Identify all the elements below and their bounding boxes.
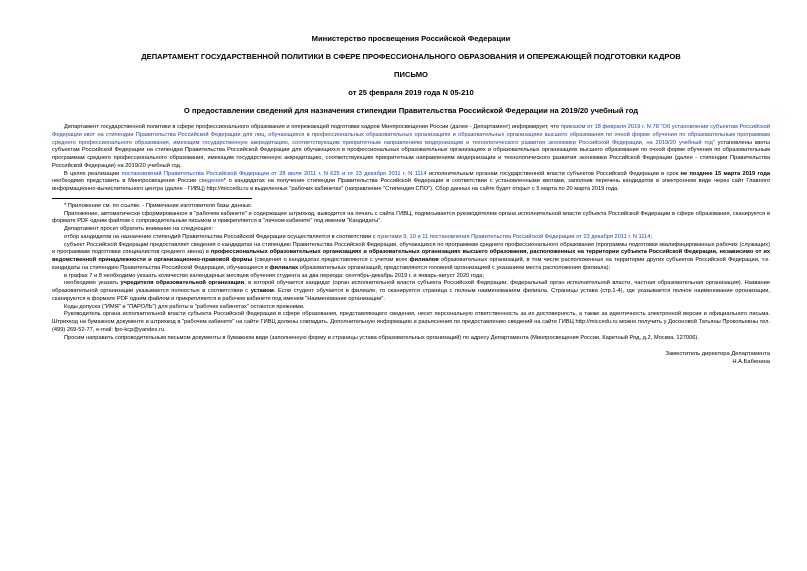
signatory-position: Заместитель директора Департамента	[665, 351, 770, 358]
date-number: от 25 февраля 2019 года N 05-210	[348, 88, 474, 97]
subject-title: О предоставлении сведений для назначения стипендии Правительства Российской Федерации на 2019/20 учебный год	[183, 106, 639, 115]
deadline-date: не позднее 15 марта 2019 года	[680, 170, 771, 177]
paragraph-mailing: Просим направить сопроводительным письмом документы в бумажном виде (заполненную форму и страницы устава образовательных организаций) по адресу Департамента (Минпросвещения России, Каретный Ряд, д.2, Москва, 127006).	[64, 334, 699, 341]
paragraph-deadline: В целях реализации постановлений Правительства Российской Федерации от 28 июля 2011 г. N 625 и от 23 декабря 2011 г. N 1114 исполнительным органам государственной власти субъектов Российской Федерации в срок не позднее 15 марта 2019 года необходимо представить в Минпросвещения России сведения* о кандидатах на получение стипендии Правительства Российской Федерации в соответствии с установленными квотами, заполнив перечень кандидатов в электронном виде через сайт Главного информационно-вычислительного центра (далее - ГИВЦ) http://miccedu.ru в выделенных "рабочих кабинетах" (направление "Стипендия СПО"). Сбор данных на сайте будет открыт с 5 марта по 20 марта 2019 года.	[52, 170, 771, 192]
paragraph-founder: необходимо указать учредителя образовательной организации, в которой обучается кандидат (орган исполнительной власти субъекта Российской Федерации, федеральный орган исполнительной власти, частная образовательная организация). Название образовательной организации указывается полностью в соответствии с уставом. Если студент обучается в филиале, то сканируется страница с полным наименованием филиала. Страницы устава (стр.1-4), где указывается полное наименование организации, сканируются в формате PDF одним файлом и прикрепляются в рабочем кабинете под именем "Наименование организации".	[52, 280, 771, 302]
signatory-name: Н.А.Бабенина	[732, 359, 770, 366]
letter-document	[52, 34, 770, 366]
paragraph-selection: отбор кандидатов на назначение стипендий Правительства Российской Федерации осуществляется в соответствии с пунктами 9, 10 и 11 постановления Правительства Российской Федерации от 23 декабря 2011 г. N 1114;	[64, 233, 652, 240]
department-title: ДЕПАРТАМЕНТ ГОСУДАРСТВЕННОЙ ПОЛИТИКИ В СФЕРЕ ПРОФЕССИОНАЛЬНОГО ОБРАЗОВАНИЯ И ОПЕРЕЖАЮЩЕЙ ПОДГОТОВКИ КАДРОВ	[141, 52, 681, 61]
signature-block	[52, 350, 770, 366]
clauses-link[interactable]: пунктами 9, 10 и 11 постановления Правительства Российской Федерации от 23 декабря 2011 г. N 1114	[377, 233, 651, 240]
footnote-separator	[52, 198, 252, 199]
footnote: * Приложение см. по ссылке. - Примечание изготовителя базы данных.	[64, 202, 253, 209]
paragraph-responsibility: Руководитель органа исполнительной власти субъекта Российской Федерации в сфере образования, представляющего сведения, несет персональную ответственность за их достоверность, а также за идентичность электронной версии и официального письма. Штрихкод на бумажном документе и штрихкод в "рабочем кабинете" на сайте ГИВЦ должны совпадать. Дополнительную информацию и разъяснения по предоставлению сведений на сайте ГИВЦ http://miccedu.ru можно получить у Досоновой Татьяны Прокопьевны тел. (499) 269-52-77, e-mail: fpo-kcp@yandex.ru.	[52, 311, 770, 333]
paragraph-candidates: субъект Российской Федерации предоставляет сведения о кандидатах на стипендию Правительства Российской Федерации, обучающихся по программам среднего профессионального образования (программы подготовки квалифицированных рабочих (служащих) и программам подготовки специалистов среднего звена) в профессиональных образовательных организациях и образовательных организациях высшего образования, расположенных на территории субъекта Российской Федерации, независимо от их ведомственной принадлежности и организационно-правовой формы (сведения о кандидатах предоставляются с учетом всех филиалов образовательных организаций, в том числе расположенных на территории других субъектов Российской Федерации, т.е. кандидаты на стипендию Правительства Российской Федерации, обучающиеся в филиалах образовательных организаций, представляются головной организацией с указанием места расположения филиала);	[52, 241, 770, 271]
resolutions-link[interactable]: постановлений Правительства Российской Федерации от 28 июля 2011 г. N 625 и от 23 декабря 2011 г. N 1114	[121, 170, 427, 177]
information-link[interactable]: сведения	[198, 178, 224, 185]
paragraph-attachment: Приложение, автоматически сформированное в "рабочем кабинете" и содержащее штрихкод, выводится на печать с сайта ГИВЦ, подписывается руководителем органа исполнительной власти субъекта Российской Федерации в сфере образования, сканируется в формате PDF одним файлом с сопроводительным письмом и прикрепляется в "личном кабинете" под именем "Кандидаты".	[52, 210, 770, 225]
paragraph-attention: Департамент просит обратить внимание на следующее:	[64, 226, 214, 232]
paragraph-intro: Департамент государственной политики в сфере профессионального образования и опережающей подготовки кадров Минпросвещения России (далее - Департамент) информирует, что приказом от 18 февраля 2019 г. N 78 "Об установлении субъектам Российской Федерации квот на стипендии Правительства Российской Федерации для лиц, обучающихся в профессиональных образовательных организациях и образовательных организациях высшего образования по очной форме обучения по образовательным программам среднего профессионального образования, имеющим государственную аккредитацию, соответствующим приоритетным направлениям модернизации и технологического развития экономики Российской Федерации, на 2019/20 учебный год" установлены квоты субъектам Российской Федерации на стипендии Правительства Российской Федерации для обучающихся в профессиональных образовательных организациях и образовательных организациях высшего образования по очной форме обучения по образовательным программам среднего профессионального образования, имеющим государственную аккредитацию, соответствующим приоритетным направлениям модернизации и технологического развития экономики Российской Федерации (далее - стипендии Правительства Российской Федерации) на 2019/20 учебный год.	[52, 124, 770, 169]
paragraph-access-codes: Коды допуска ("ИМЯ" и "ПАРОЛЬ") для работы в "рабочих кабинетах" остаются прежними.	[64, 303, 305, 310]
doc-type: ПИСЬМО	[394, 70, 428, 79]
ministry-title: Министерство просвещения Российской Федерации	[311, 34, 511, 43]
order-link[interactable]: приказом от 18 февраля 2019 г. N 78 "Об установлении субъектам Российской Федерации квот на стипендии Правительства Российской Федерации для лиц, обучающихся в профессиональных образовательных организациях и образовательных организациях высшего образования по очной форме обучения по образовательным программам среднего профессионального образования, имеющим государственную аккредитацию, соответствующим приоритетным направлениям модернизации и технологического развития экономики Российской Федерации, на 2019/20 учебный год"	[52, 124, 770, 146]
paragraph-columns: в графах 7 и 8 необходимо указать количество календарных месяцев обучения студента за два периода: сентябрь-декабрь 2019 г. и январь-август 2020 года;	[64, 272, 484, 279]
